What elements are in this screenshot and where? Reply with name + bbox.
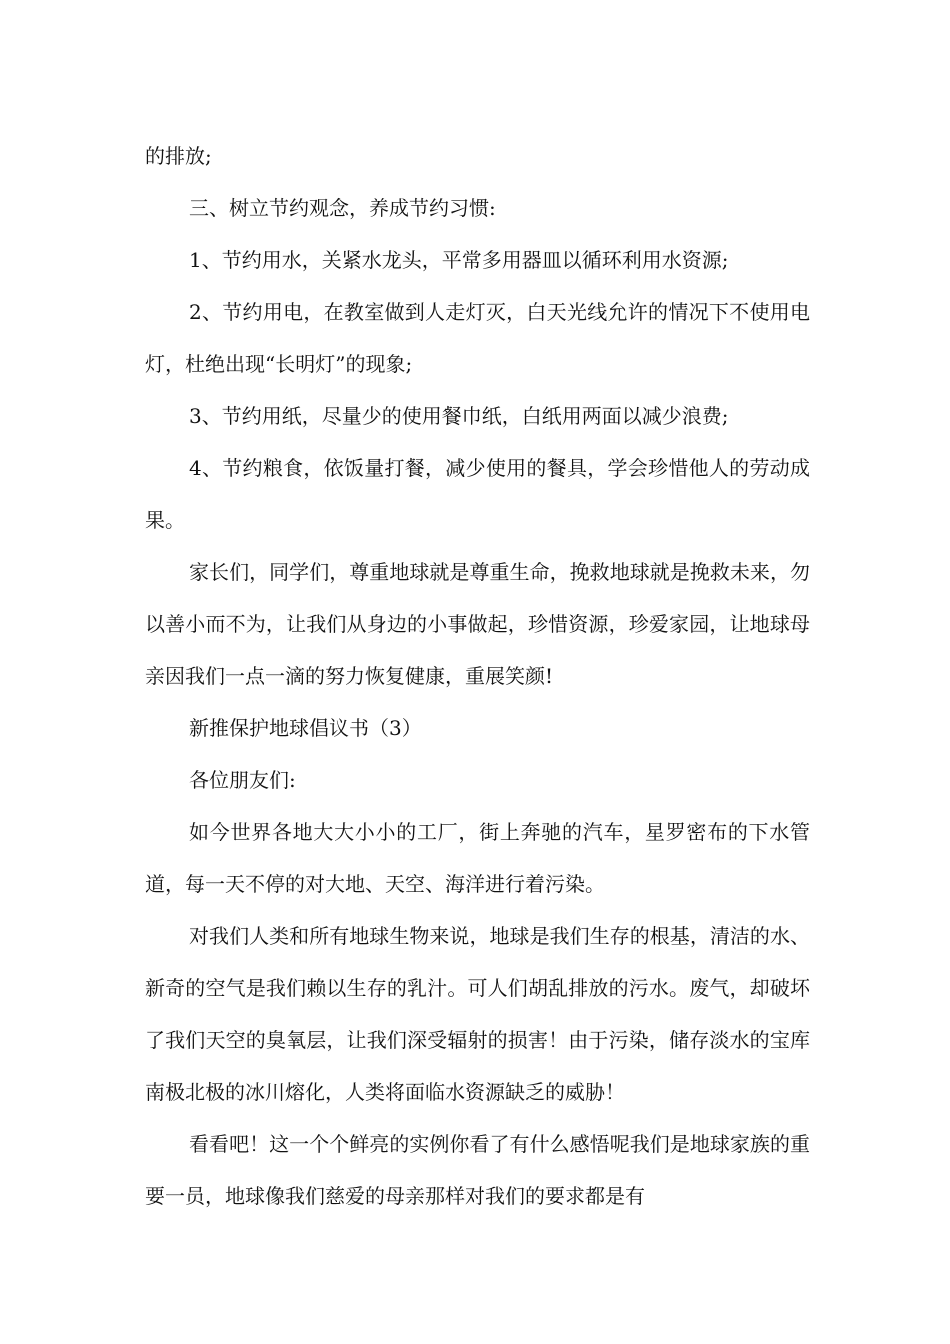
salutation: 各位朋友们: [189,768,296,792]
section-heading-3: 三、树立节约观念，养成节约习惯: [189,196,496,220]
list-item-electricity: 2、节约用电，在教室做到人走灯灭，白天光线允许的情况下不使用电灯，杜绝出现“长明灯”的现象; [145,300,810,376]
list-item-water: 1、节约用水，关紧水龙头，平常多用器皿以循环利用水资源; [189,248,729,272]
body-paragraph-look: 看看吧！这一个个鲜亮的实例你看了有什么感悟呢我们是地球家族的重要一员，地球像我们慈爱的母亲那样对我们的要求都是有 [145,1132,810,1208]
list-item-paper: 3、节约用纸，尽量少的使用餐巾纸，白纸用两面以减少浪费; [189,404,729,428]
document-title-3: 新推保护地球倡议书（3） [189,716,422,740]
closing-paragraph: 家长们，同学们，尊重地球就是尊重生命，挽救地球就是挽救未来，勿以善小而不为，让我们从身边的小事做起，珍惜资源，珍爱家园，让地球母亲因我们一点一滴的努力恢复健康，重展笑颜! [145,560,810,688]
paragraph-continuation: 的排放; [145,144,212,168]
list-item-food: 4、节约粮食，依饭量打餐，减少使用的餐具，学会珍惜他人的劳动成果。 [145,456,810,532]
body-paragraph-factories: 如今世界各地大大小小的工厂，街上奔驰的汽车，星罗密布的下水管道，每一天不停的对大地、天空、海洋进行着污染。 [145,820,810,896]
body-paragraph-earth-foundation: 对我们人类和所有地球生物来说，地球是我们生存的根基，清洁的水、新奇的空气是我们赖以生存的乳汁。可人们胡乱排放的污水。废气，却破坏了我们天空的臭氧层，让我们深受辐射的损害！由于污染，储存淡水的宝库南极北极的冰川熔化，人类将面临水资源缺乏的威胁！ [145,924,810,1104]
document-body [145,130,810,1222]
